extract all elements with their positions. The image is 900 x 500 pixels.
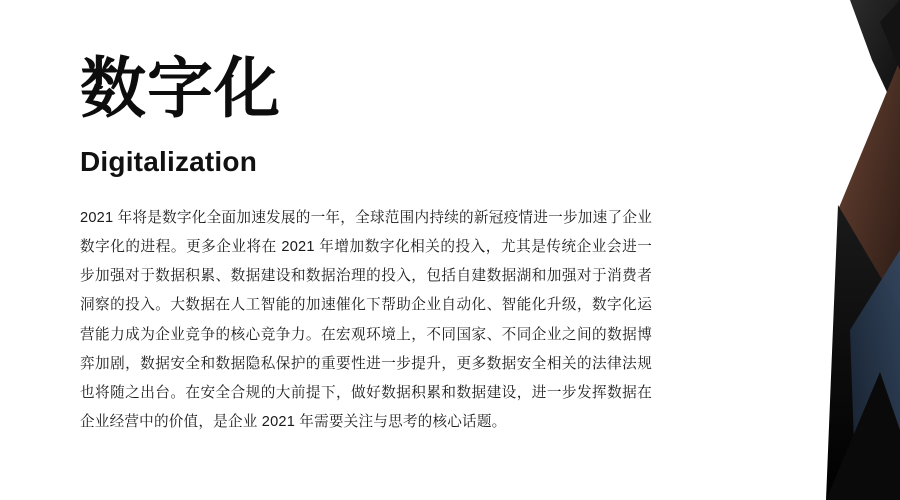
slide-content <box>80 0 680 437</box>
page-title-en: Digitalization <box>80 145 258 177</box>
body-paragraph: 2021 年将是数字化全面加速发展的一年，全球范围内持续的新冠疫情进一步加速了企业数字化的进程。更多企业将在 2021 年增加数字化相关的投入，尤其是传统企业会进一步加强对于数据积累、数据建设和数据治理的投入，包括自建数据湖和加强对于消费者洞察的投入。大数据在人工智能的加速催化下帮助企业自动化、智能化升级，数字化运营能力成为企业竞争的核心竞争力。在宏观环境上，不同国家、不同企业之间的数据博弈加剧，数据安全和数据隐私保护的重要性进一步提升，更多数据安全相关的法律法规也将随之出台。在安全合规的大前提下，做好数据积累和数据建设，进一步发挥数据在企业经营中的价值，是企业 2021 年需要关注与思考的核心话题。 <box>80 209 652 431</box>
decorative-geometry <box>730 0 900 500</box>
page-title-cn: 数字化 <box>80 51 281 125</box>
